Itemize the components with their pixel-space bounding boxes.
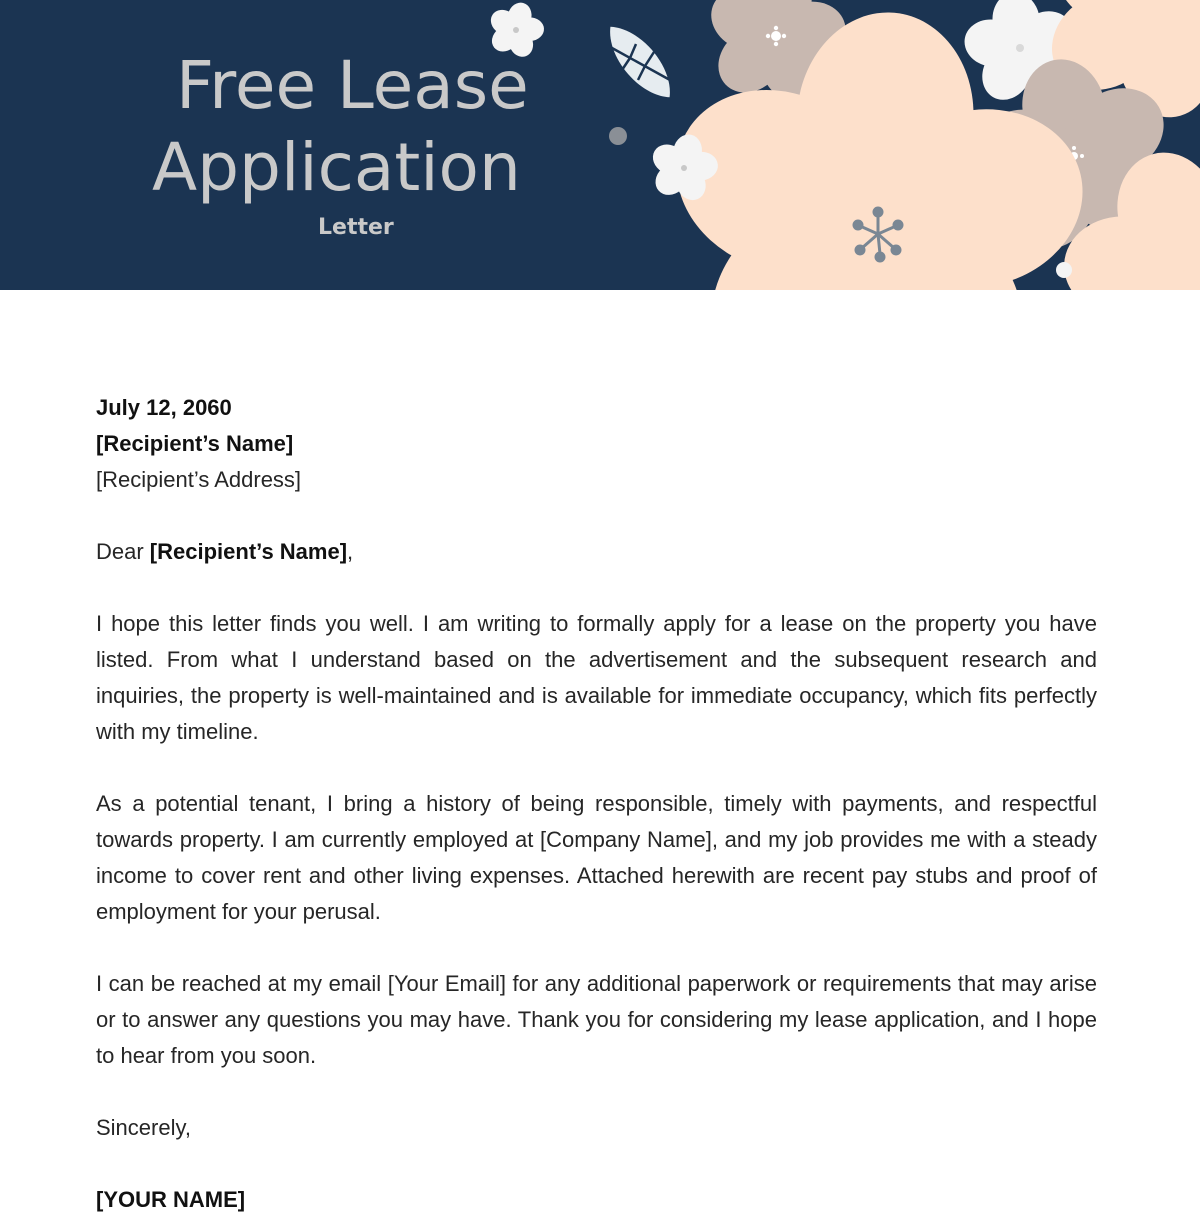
recipient-name: [Recipient’s Name]	[96, 431, 294, 456]
subtitle: Letter	[318, 215, 394, 240]
paragraph-2: As a potential tenant, I bring a history of being responsible, timely with payments, and respectful towards property. I am currently employed at [Company Name], and my job provides me with a steady income to cover rent and other living expenses. Attached herewith are recent pay stubs and proof of employment for your perusal.	[96, 791, 1097, 924]
salutation-prefix: Dear	[96, 539, 150, 564]
leaf-icon	[598, 16, 683, 108]
recipient-address: [Recipient’s Address]	[96, 467, 302, 492]
closing: Sincerely,	[96, 1115, 191, 1140]
dot-icon	[609, 127, 627, 145]
salutation	[96, 534, 1097, 570]
signature: [YOUR NAME]	[96, 1187, 246, 1212]
letter-body	[96, 390, 1097, 1218]
letter-date: July 12, 2060	[96, 395, 232, 420]
paragraph-1: I hope this letter finds you well. I am writing to formally apply for a lease on the property you have listed. From what I understand based on the advertisement and the subsequent research and inquiries, the property is well-maintained and is available for immediate occupancy, which fits perfectly with my timeline.	[96, 611, 1097, 744]
salutation-name: [Recipient’s Name]	[149, 539, 348, 564]
title-line-2: Application	[152, 129, 521, 206]
salutation-suffix: ,	[347, 539, 354, 564]
header-banner	[0, 0, 1200, 290]
title-line-1: Free Lease	[176, 47, 529, 124]
dot-icon	[1056, 262, 1072, 278]
paragraph-3: I can be reached at my email [Your Email] for any additional paperwork or requirements that may arise or to answer any questions you may have. Thank you for considering my lease application, and I hope to hear from you soon.	[96, 971, 1097, 1068]
